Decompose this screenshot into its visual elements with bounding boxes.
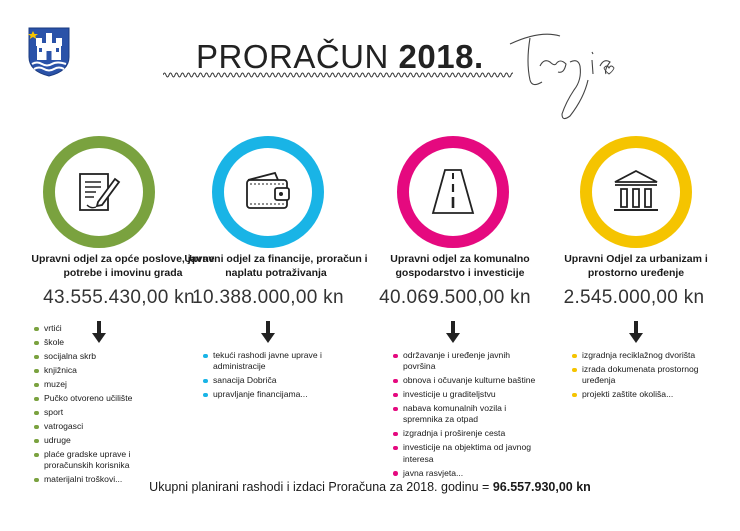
arrow-down-icon xyxy=(261,321,275,343)
icon-ring xyxy=(212,136,324,248)
list-item: nabava komunalnih vozila i spremnika za otpad xyxy=(393,403,538,425)
building-icon xyxy=(610,168,662,216)
department-amount: 10.388.000,00 kn xyxy=(192,287,344,308)
list-item: vrtići xyxy=(34,323,164,334)
department-heading: Upravni odjel za financije, proračun i naplatu potraživanja xyxy=(184,253,368,279)
total-label: Ukupni planirani rashodi i izdaci Proračuna za 2018. godinu = xyxy=(149,480,490,494)
list-item: udruge xyxy=(34,435,164,446)
list-item: izgradnja reciklažnog dvorišta xyxy=(572,350,712,361)
road-icon xyxy=(427,167,479,217)
title-word: PRORAČUN xyxy=(196,38,389,75)
arrow-down-icon xyxy=(629,321,643,343)
trogir-signature xyxy=(500,22,630,132)
coat-of-arms-logo xyxy=(28,27,70,77)
item-list xyxy=(203,350,323,403)
department-heading: Upravni Odjel za urbanizam i prostorno uređenje xyxy=(564,253,708,279)
department-heading: Upravni odjel za komunalno gospodarstvo i investicije xyxy=(390,253,530,279)
list-item: plaće gradske uprave i proračunskih korisnika xyxy=(34,449,164,471)
item-list xyxy=(572,350,712,403)
list-item: sport xyxy=(34,407,164,418)
budget-total xyxy=(0,480,740,494)
item-list xyxy=(34,323,164,488)
list-item: socijalna skrb xyxy=(34,351,164,362)
wavy-divider xyxy=(163,70,513,80)
list-item: sanacija Dobriča xyxy=(203,375,323,386)
list-item: izgradnja i proširenje cesta xyxy=(393,428,538,439)
department-heading: Upravni odjel za opće poslove, javne potrebe i imovinu grada xyxy=(31,253,215,279)
list-item: vatrogasci xyxy=(34,421,164,432)
icon-ring xyxy=(397,136,509,248)
list-item: obnova i očuvanje kulturne baštine xyxy=(393,375,538,386)
department-amount: 43.555.430,00 kn xyxy=(43,287,195,308)
total-amount: 96.557.930,00 kn xyxy=(492,480,591,494)
list-item: tekući rashodi javne uprave i administracije xyxy=(203,350,323,372)
list-item: muzej xyxy=(34,379,164,390)
icon-ring xyxy=(43,136,155,248)
document-pen-icon xyxy=(74,167,124,217)
list-item: škole xyxy=(34,337,164,348)
list-item: investicije na objektima od javnog interesa xyxy=(393,442,538,464)
list-item: izrada dokumenata prostornog uređenja xyxy=(572,364,712,386)
arrow-down-icon xyxy=(446,321,460,343)
list-item: materijalni troškovi... xyxy=(34,474,164,485)
list-item: Pučko otvoreno učilište xyxy=(34,393,164,404)
list-item: projekti zaštite okoliša... xyxy=(572,389,712,400)
item-list xyxy=(393,350,538,482)
list-item: knjižnica xyxy=(34,365,164,376)
wallet-icon xyxy=(243,170,293,214)
list-item: održavanje i uređenje javnih površina xyxy=(393,350,538,372)
list-item: upravljanje financijama... xyxy=(203,389,323,400)
department-amount: 2.545.000,00 kn xyxy=(563,287,705,308)
icon-ring xyxy=(580,136,692,248)
list-item: investicije u graditeljstvu xyxy=(393,389,538,400)
department-amount: 40.069.500,00 kn xyxy=(379,287,531,308)
title-year: 2018. xyxy=(398,38,484,75)
list-item: javna rasvjeta... xyxy=(393,468,538,479)
